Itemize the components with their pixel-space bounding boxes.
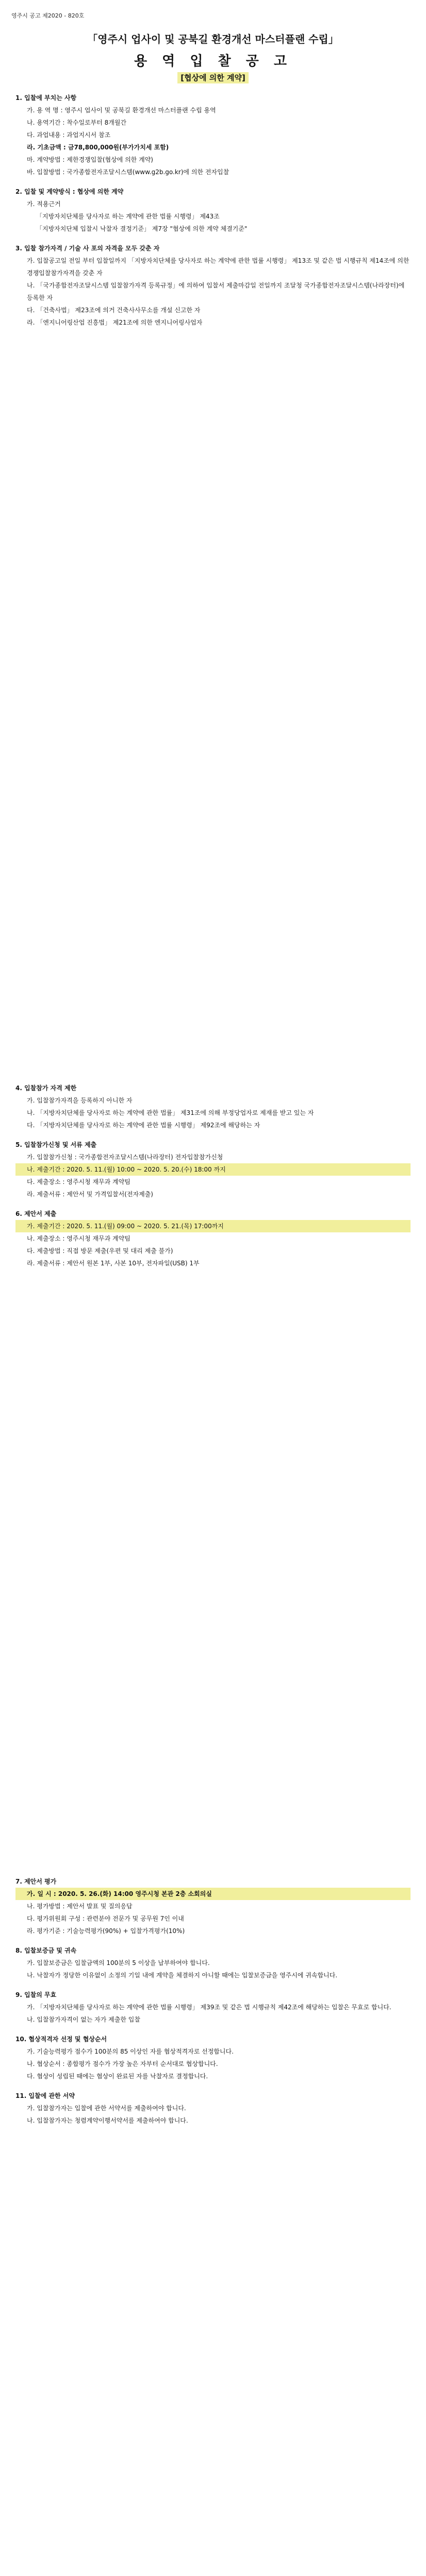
section-item: 나. 입찰참가자는 청렴계약이행서약서를 제출하여야 합니다. [27, 2117, 188, 2124]
section-item: 다. 제출장소 : 영주시청 재무과 계약팀 [27, 1178, 130, 1185]
section-item: 라. 제출서류 : 제안서 및 가격입찰서(전자제출) [27, 1191, 153, 1198]
section-title: 7. 제안서 평가 [15, 1878, 57, 1885]
section-item: 다. 「지방자치단체를 당사자로 하는 계약에 관한 법률 시행령」 제92조에 해당하는 자 [27, 1122, 260, 1129]
notice-title-type [0, 72, 426, 83]
section-title: 5. 입찰참가신청 및 서류 제출 [15, 1141, 97, 1148]
section-title: 3. 입찰 참가자격 / 기술 사 포의 자격을 모두 갖춘 자 [15, 245, 160, 252]
section-item: 라. 「엔지니어링산업 진흥법」 제21조에 의한 엔지니어링사업자 [27, 319, 203, 326]
notice-title-main: 용 역 입 찰 공 고 [134, 54, 292, 69]
section-item: 마. 계약방법 : 제한경쟁입찰(협상에 의한 계약) [27, 156, 153, 163]
section-title: 9. 입찰의 무효 [15, 1991, 57, 1998]
section-title: 2. 입찰 및 계약방식 : 협상에 의한 계약 [15, 188, 124, 195]
contract-type-label: [협상에 의한 계약] [177, 72, 249, 83]
section-item: 가. 기술능력평가 점수가 100분의 85 이상인 자를 협상적격자로 선정합니다. [27, 2048, 234, 2055]
section-item: 가. 입찰공고일 전일 부터 입찰일까지 「지방자치단체를 당사자로 하는 계약에 관한 법률 시행령」 제13조 및 같은 법 시행규칙 제14조에 의한 경쟁입찰참가자격을 갖춘 자 [27, 257, 409, 277]
section-title: 6. 제안서 제출 [15, 1210, 57, 1217]
section-item: 가. 적용근거 [27, 200, 61, 208]
section-item: 나. 「국가종합전자조달시스템 입찰참가자격 등록규정」에 의하여 입찰서 제출마감일 전일까지 조달청 국가종합전자조달시스템(나라장터)에 등록한 자 [27, 282, 405, 301]
notice-number: 영주시 공고 제2020 - 820호 [11, 12, 85, 19]
notice-body-part2 [15, 1082, 411, 1269]
section-item: 나. 낙찰자가 정당한 이유없이 소정의 기일 내에 계약을 체결하지 아니할 때에는 입찰보증금을 영주시에 귀속합니다. [27, 1972, 338, 1979]
section-item: 나. 제출기간 : 2020. 5. 11.(월) 10:00 ~ 2020. 5. 20.(수) 18:00 까지 [15, 1163, 411, 1176]
section-title: 1. 입찰에 부치는 사항 [15, 94, 77, 101]
section-item: 라. 제출서류 : 제안서 원본 1부, 사본 10부, 전자파일(USB) 1부 [27, 1260, 200, 1267]
section-item: 가. 일 시 : 2020. 5. 26.(화) 14:00 영주시청 본관 2층 소회의실 [15, 1888, 411, 1900]
section-item: 나. 입찰참가자격이 없는 자가 제출한 입찰 [27, 2016, 140, 2023]
section-item: 「지방자치단체 입찰시 낙찰자 결정기준」 제7장 "협상에 의한 계약 체결기준" [36, 225, 248, 232]
notice-title-project: 「영주시 업사이 및 공북길 환경개선 마스터플랜 수립」 [87, 33, 339, 45]
section-title: 4. 입찰참가 자격 제한 [15, 1084, 77, 1092]
section-title: 11. 입찰에 관한 서약 [15, 2092, 75, 2099]
section-item: 나. 용역기간 : 착수일로부터 8개월간 [27, 119, 127, 126]
section-item: 가. 제출기간 : 2020. 5. 11.(월) 09:00 ~ 2020. 5. 21.(목) 17:00까지 [15, 1220, 411, 1232]
section-item: 나. 「지방자치단체를 당사자로 하는 계약에 관한 법률」 제31조에 의해 부정당업자로 제재를 받고 있는 자 [27, 1109, 314, 1116]
section-item: 다. 평가위원회 구성 : 관련분야 전문가 및 공무원 7인 이내 [27, 1915, 184, 1922]
section-item: 나. 협상순서 : 종합평가 점수가 가장 높은 자부터 순서대로 협상합니다. [27, 2060, 218, 2067]
section-item: 가. 입찰보증금은 입찰금액의 100분의 5 이상을 납부하여야 합니다. [27, 1959, 210, 1967]
section-item: 가. 「지방자치단체를 당사자로 하는 계약에 관한 법률 시행령」 제39조 및 같은 법 시행규칙 제42조에 해당하는 입찰은 무효로 합니다. [27, 2004, 391, 2011]
section-item: 다. 「건축사법」 제23조에 의거 건축사사무소를 개설 신고한 자 [27, 307, 201, 314]
section-item: 바. 입찰방법 : 국가종합전자조달시스템(www.g2b.go.kr)에 의한 전자입찰 [27, 168, 230, 176]
section-item: 나. 제출장소 : 영주시청 재무과 계약팀 [27, 1235, 130, 1242]
section-item: 나. 평가방법 : 제안서 발표 및 질의응답 [27, 1903, 133, 1910]
notice-body-part3 [15, 1875, 411, 2127]
section-title: 8. 입찰보증금 및 귀속 [15, 1947, 77, 1954]
section-item: 가. 입찰참가자는 입찰에 관한 서약서를 제출하여야 합니다. [27, 2105, 186, 2112]
section-title: 10. 협상적격자 선정 및 협상순서 [15, 2036, 107, 2043]
section-item: 라. 평가기준 : 기술능력평가(90%) + 입찰가격평가(10%) [27, 1927, 185, 1935]
section-item: 가. 용 역 명 : 영주시 업사이 및 공북길 환경개선 마스터플랜 수립 용역 [27, 107, 216, 114]
notice-body-part1 [15, 92, 411, 329]
section-item: 다. 협상이 성립된 때에는 협상이 완료된 자를 낙찰자로 결정합니다. [27, 2073, 208, 2080]
section-item: 다. 과업내용 : 과업지시서 참조 [27, 131, 111, 139]
section-item: 다. 제출방법 : 직접 방문 제출(우편 및 대리 제출 불가) [27, 1247, 173, 1255]
section-item: 라. 기초금액 : 금78,800,000원(부가가치세 포함) [27, 144, 169, 151]
section-item: 가. 입찰참가자격을 등록하지 아니한 자 [27, 1097, 133, 1104]
section-item: 「지방자치단체를 당사자로 하는 계약에 관한 법률 시행령」 제43조 [36, 213, 220, 220]
section-item: 가. 입찰참가신청 : 국가종합전자조달시스템(나라장터) 전자입찰참가신청 [27, 1154, 223, 1161]
